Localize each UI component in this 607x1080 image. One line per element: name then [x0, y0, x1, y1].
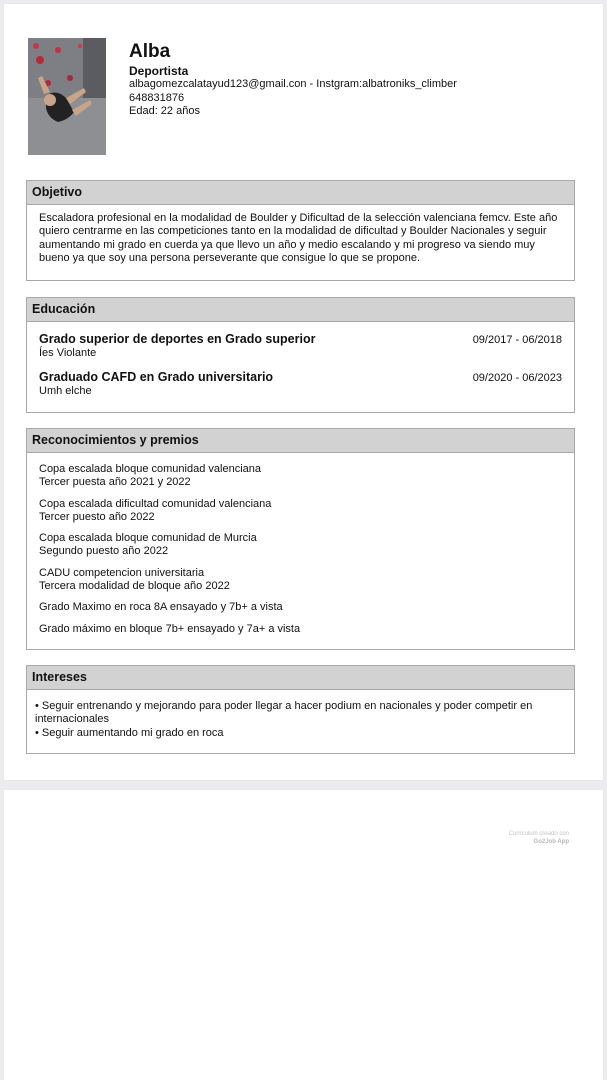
cv-page-1 — [4, 4, 603, 780]
award-detail: Tercer puesta año 2021 y 2022 — [39, 476, 191, 489]
cv-page-2 — [4, 790, 603, 1080]
contact-phone[interactable]: 648831876 — [129, 91, 185, 104]
section-title-premios: Reconocimientos y premios — [27, 429, 574, 453]
section-title-objetivo: Objetivo — [27, 181, 574, 205]
award-name: CADU competencion universitaria — [39, 566, 205, 579]
award-name: Copa escalada bloque comunidad de Murcia — [39, 532, 257, 545]
award-detail: Tercera modalidad de bloque año 2022 — [39, 580, 230, 593]
contact-info — [129, 78, 457, 119]
contact-email-instagram[interactable]: albagomezcalatayud123@gmail.con - Instgram:albatroniks_climber — [129, 78, 457, 90]
award-name: Copa escalada dificultad comunidad valenciana — [39, 497, 272, 510]
section-title-educacion: Educación — [27, 298, 574, 322]
profile-name: Alba — [129, 41, 171, 62]
education-item — [39, 330, 562, 368]
award-name: Grado máximo en bloque 7b+ ensayado y 7a+ a vista — [39, 622, 301, 635]
profile-role: Deportista — [129, 64, 189, 78]
education-item — [39, 368, 562, 406]
contact-age: Edad: 22 años — [129, 105, 200, 117]
education-institution: Íes Violante — [39, 347, 97, 360]
section-educacion — [26, 297, 575, 413]
award-item — [39, 623, 562, 636]
award-detail: Segundo puesto año 2022 — [39, 545, 169, 558]
section-objetivo — [26, 180, 575, 281]
award-item — [39, 567, 562, 594]
award-item — [39, 463, 562, 490]
objetivo-text: Escaladora profesional en la modalidad de Boulder y Dificultad de la selección valenciana femcv. Este año quiero centrarme en las competiciones tanto en la modalidad de dificultad y Boulder Nacionales y seguir aumentando mi grado en cuerda ya que llevo un año y medio escalando y mi progreso va siendo muy bueno ya que soy una persona perseverante que consigue lo que se propone. — [39, 212, 558, 264]
award-item — [39, 498, 562, 525]
section-premios — [26, 428, 575, 650]
interest-item: • Seguir entrenando y mejorando para poder llegar a hacer podium en nacionales y poder competir en internacionales — [35, 700, 533, 726]
award-detail: Tercer puesto año 2022 — [39, 510, 155, 523]
education-institution: Umh elche — [39, 385, 92, 398]
section-title-intereses: Intereses — [27, 666, 574, 690]
profile-photo — [28, 38, 106, 155]
award-item — [39, 532, 562, 559]
section-intereses — [26, 665, 575, 754]
app-credit-line: Curriculum creado con — [508, 831, 569, 837]
education-title: Grado superior de deportes en Grado superior — [39, 332, 316, 346]
education-title: Graduado CAFD en Grado universitario — [39, 370, 274, 384]
app-credit-name: Go2Job App — [533, 839, 569, 845]
interest-item: • Seguir aumentando mi grado en roca — [35, 726, 224, 739]
education-dates: 09/2020 - 06/2023 — [472, 372, 562, 384]
award-name: Copa escalada bloque comunidad valenciana — [39, 463, 261, 475]
education-dates: 09/2017 - 06/2018 — [472, 334, 562, 346]
app-credit — [509, 830, 569, 846]
award-name: Grado Maximo en roca 8A ensayado y 7b+ a vista — [39, 601, 283, 614]
award-item — [39, 601, 562, 614]
